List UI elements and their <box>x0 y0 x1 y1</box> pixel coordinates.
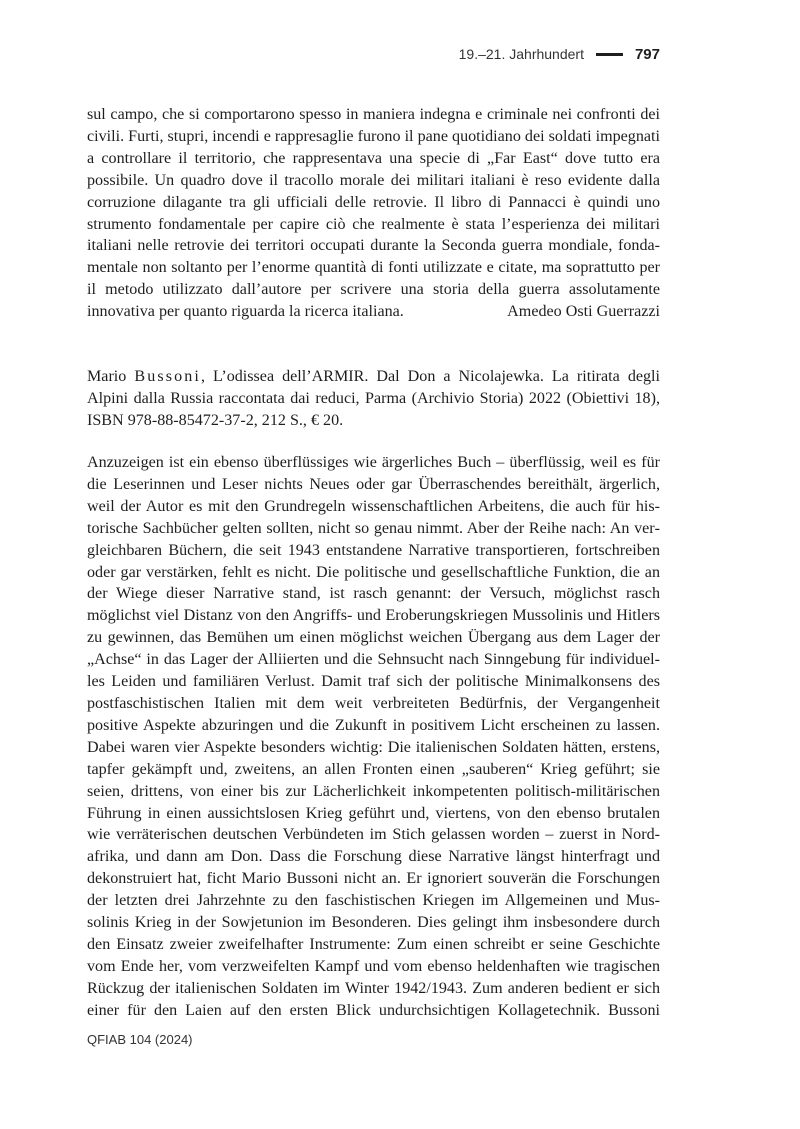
previous-review-ending <box>87 104 660 323</box>
reviewer-name: Amedeo Osti Guerrazzi <box>507 303 660 321</box>
page-number: 797 <box>634 45 660 63</box>
previous-review-text: sul campo, che si comportarono spesso in maniera indegna e criminale nei confronti dei civili. Furti, stupri, incendi e rappresaglie furono il pane quotidiano dei soldati impegnati a controllare il territorio, che rappresentava una specie di „Far East“ dove tutto era possibile. Un quadro dove il tracollo morale dei militari italiani è reso evidente dalla corruzione dilagante tra gli ufficiali delle retrovie. Il libro di Pannacci è quindi uno strumento fondamentale per capire ciò che realmente è stata l’esperienza dei militari italiani nelle retrovie dei territori occupati durante la Seconda guerra mondiale, fondamentale non soltanto per l’enorme quantità di fonti utilizzate e citate, ma soprattutto per il metodo utilizzato dall’autore per scrivere una storia della guerra assolutamente <box>87 106 660 299</box>
review-text: Anzuzeigen ist ein ebenso überflüssiges wie ärgerliches Buch – überflüssig, weil es für die Leserinnen und Leser nichts Neues oder gar Überraschendes bereithält, ärgerlich, weil der Autor es mit den Grundregeln wissenschaftlichen Arbeitens, die auch für historische Sachbücher gelten sollten, nicht so genau nimmt. Aber der Reihe nach: An vergleichbaren Büchern, die seit 1943 entstandene Narrative transportieren, fortschreiben oder gar verstärken, fehlt es nicht. Die politische und gesellschaftliche Funktion, die an der Wiege dieser Narrative stand, ist rasch genannt: der Versuch, möglichst rasch möglichst viel Distanz von den Angriffs- und Eroberungskriegen Mussolinis und Hitlers zu gewinnen, das Bemühen um einen möglichst weichen Übergang aus dem Lager der „Achse“ in das Lager der Alliierten und die Sehnsucht nach Sinngebung für individuelles Leiden und familiären Verlust. Damit traf sich der politische Minimalkonsens des postfaschistischen Italien mit dem weit verbreiteten Bedürfnis, der Vergangenheit positive Aspekte abzuringen und die Zukunft in positivem Licht erscheinen zu lassen. Dabei waren vier Aspekte besonders wichtig: Die italienischen Soldaten hätten, erstens, tapfer gekämpft und, zweitens, an allen Fronten einen „sauberen“ Krieg geführt; sie seien, drittens, von einer bis zur Lächerlichkeit inkompetenten politisch-militärischen Führung in einen aussichtslosen Krieg geführt und, viertens, von den ebenso brutalen wie verräterischen deutschen Verbündeten im Stich gelassen worden – zuerst in Nordafrika, und dann am Don. Dass die Forschung diese Narrative längst hinterfragt und dekonstruiert hat, ficht Mario Bussoni nicht an. Er ignoriert souverän die Forschungen der letzten drei Jahrzehnte zu den faschistischen Kriegen im Allgemeinen und Mussolinis Krieg in der Sowjetunion im Besonderen. Dies gelingt ihm insbesondere durch den Einsatz zweier zweifelhafter Instrumente: Zum einen schreibt er seine Geschichte vom Ende her, vom verzweifelten Kampf und vom ebenso heldenhaften wie tragischen Rückzug der italienischen Soldaten im Winter 1942/1943. Zum anderen bedient er sich einer für den Laien auf den ersten Blick undurchsichtigen Kollagetechnik. Bussoni <box>87 454 660 1019</box>
previous-review-final-words: innovativa per quanto riguarda la ricerca italiana. <box>87 303 404 321</box>
book-details: , L’odissea dell’ARMIR. Dal Don a Nicolajewka. La ritirata degli Alpini dalla Russia raccontata dai reduci, Parma (Archivio Storia) 2022 (Obiettivi 18), ISBN 978-88-85472-37-2, 212 S., € 20. <box>87 368 660 429</box>
book-author-first-name: Mario <box>87 368 127 385</box>
running-head-rule <box>596 53 623 56</box>
review-body <box>87 452 660 1022</box>
book-author-last-name: Bussoni <box>134 368 201 385</box>
previous-review-last-line <box>87 301 660 323</box>
bibliographic-text <box>87 366 660 432</box>
running-head-section: 19.–21. Jahrhundert <box>458 46 584 62</box>
journal-footer: QFIAB 104 (2024) <box>87 1032 193 1047</box>
bibliographic-entry <box>87 366 660 432</box>
running-head <box>459 42 660 66</box>
